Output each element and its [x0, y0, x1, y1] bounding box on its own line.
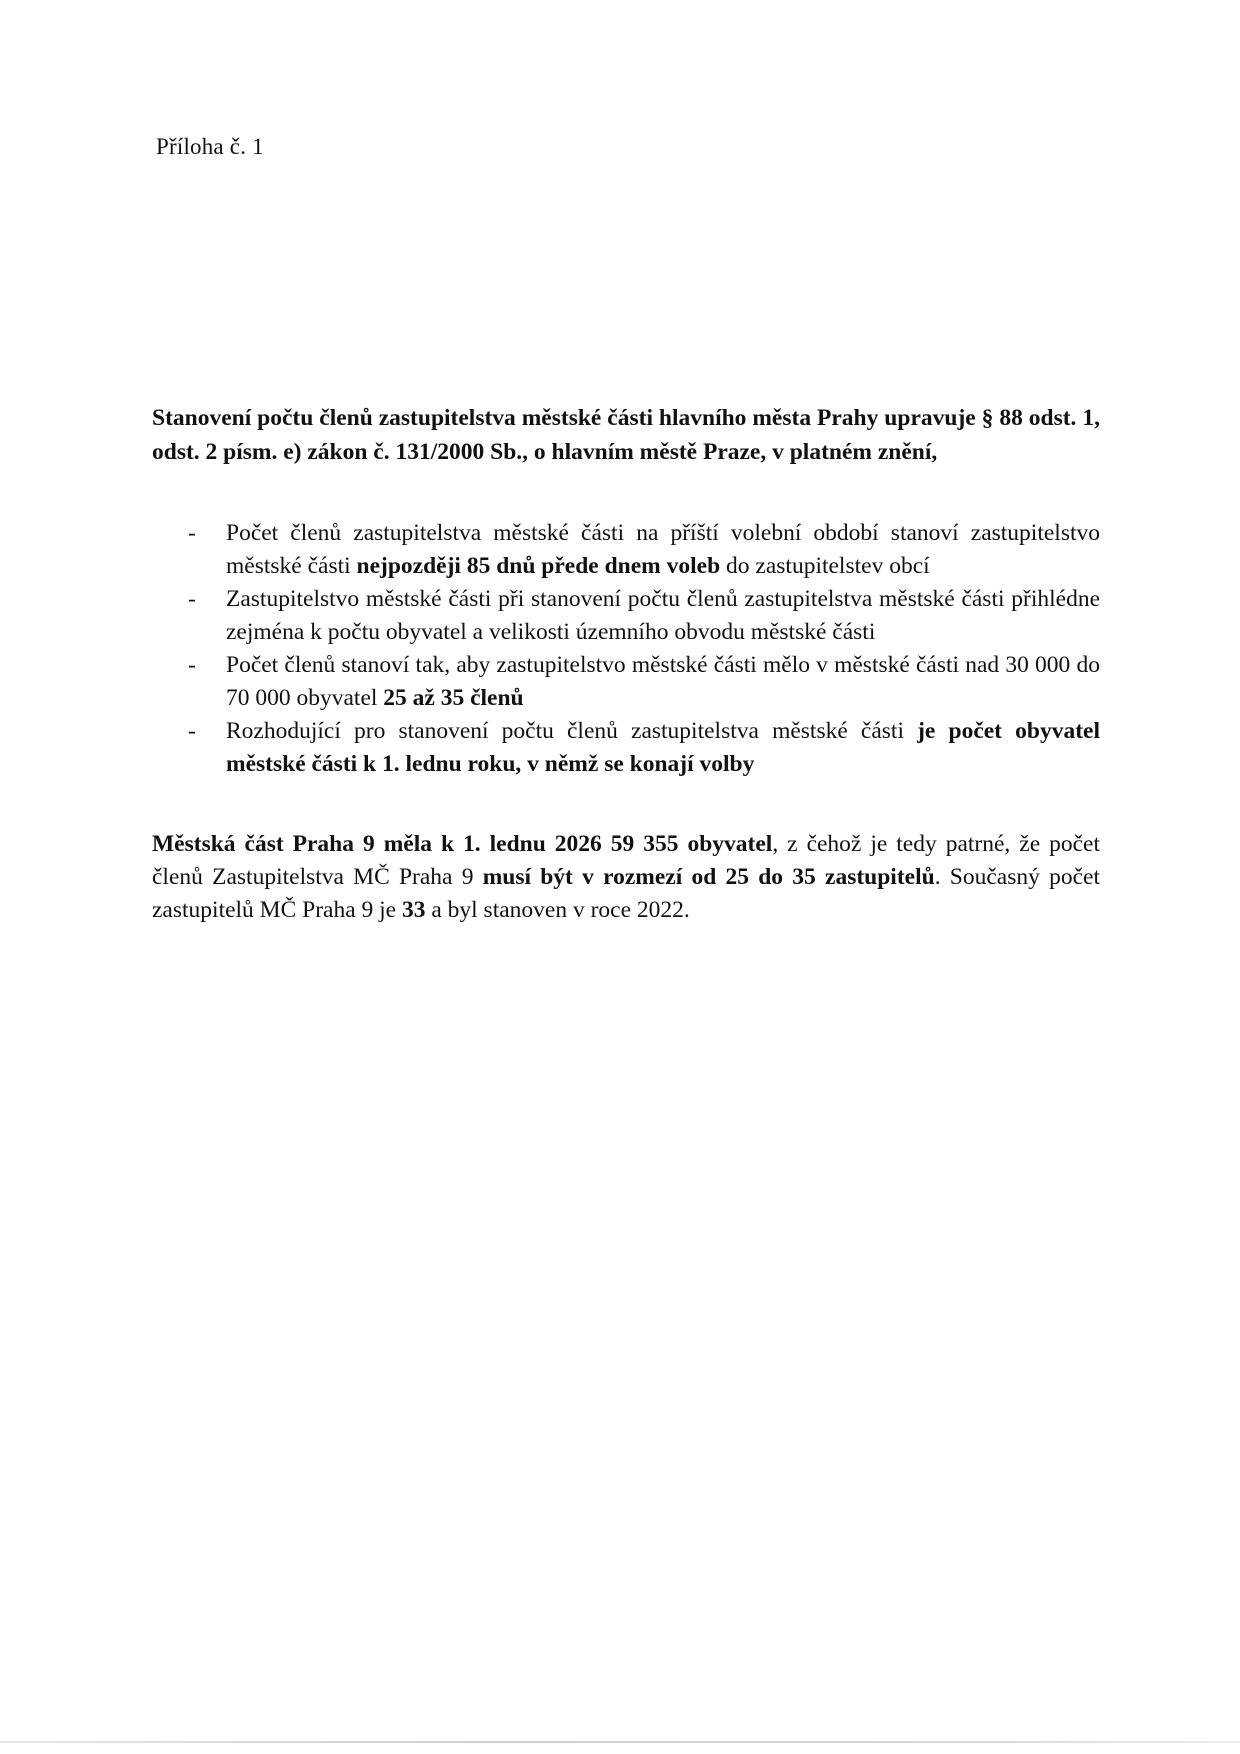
rule-text: Počet členů zastupitelstva městské části na příští volební období stanoví zastupitelstvo městské části [226, 520, 1100, 579]
bullet-dash: - [188, 652, 196, 678]
bullet-dash: - [188, 586, 196, 612]
intro-paragraph: Stanovení počtu členů zastupitelstva městské části hlavního města Prahy upravuje § 88 odst. 1, odst. 2 písm. e) zákon č. 131/2000 Sb., o hlavním městě Praze, v platném znění, [152, 405, 1100, 465]
summary-population: Městská část Praha 9 měla k 1. lednu 2026 59 355 obyvatel [152, 831, 773, 857]
summary-text: a byl stanoven v roce 2022. [425, 897, 690, 923]
bullet-dash: - [188, 520, 196, 546]
scan-edge-line [0, 1741, 1240, 1743]
summary-text: , z čehož je tedy patrné, že počet členů Zastupitelstva MČ Praha 9 [152, 831, 1101, 890]
rule-item-criteria [152, 583, 1100, 649]
summary-current-count: 33 [401, 897, 426, 923]
rule-text: Počet členů stanoví tak, aby zastupitelstvo městské části mělo v městské části nad 30 000 do 70 000 obyvatel [226, 652, 1100, 711]
rule-emphasis: nejpozději 85 dnů přede dnem voleb [356, 553, 721, 579]
rule-emphasis: 25 až 35 členů [383, 685, 524, 711]
annex-label: Příloha č. 1 [156, 134, 264, 159]
rule-item-population-date [152, 715, 1100, 781]
rule-text: Rozhodující pro stanovení počtu členů zastupitelstva městské části [226, 718, 918, 744]
summary-text: . Současný počet zastupitelů MČ Praha 9 je [152, 864, 1100, 923]
bullet-dash: - [188, 718, 196, 744]
summary-range: musí být v rozmezí od 25 do 35 zastupitelů [482, 864, 935, 890]
rule-item-deadline [152, 517, 1100, 583]
rules-list [152, 517, 1100, 781]
rule-emphasis: je počet obyvatel městské části k 1. lednu roku, v němž se konají volby [226, 718, 1100, 777]
rule-text: Zastupitelstvo městské části při stanovení počtu členů zastupitelstva městské části přihlédne zejména k počtu obyvatel a velikosti územního obvodu městské části [226, 586, 1100, 645]
rule-text-tail: do zastupitelstev obcí [720, 553, 930, 579]
rule-item-member-range [152, 649, 1100, 715]
summary-paragraph [152, 828, 1100, 927]
